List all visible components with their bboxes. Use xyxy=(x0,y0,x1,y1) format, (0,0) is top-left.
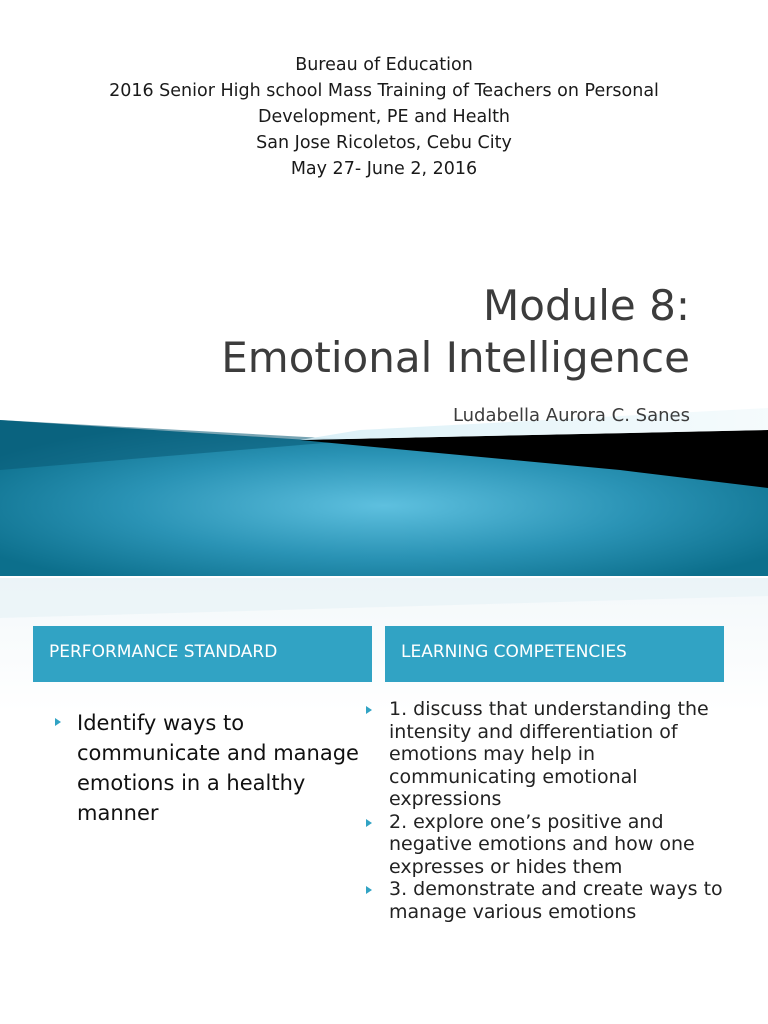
list-item xyxy=(366,698,726,811)
triangle-bullet-icon xyxy=(55,718,61,726)
list-item xyxy=(366,811,726,879)
triangle-bullet-icon xyxy=(366,819,372,827)
list-item xyxy=(366,878,726,923)
event-header xyxy=(0,52,768,182)
competency-text-3: 3. demonstrate and create ways to manage various emotions xyxy=(389,878,723,923)
header-line-dates: May 27- June 2, 2016 xyxy=(290,159,478,179)
triangle-bullet-icon xyxy=(366,706,372,714)
header-line-training-cont: Development, PE and Health xyxy=(257,107,511,127)
header-line-venue: San Jose Ricoletos, Cebu City xyxy=(256,133,512,153)
triangle-bullet-icon xyxy=(366,886,372,894)
title-line-module: Module 8: xyxy=(483,281,690,330)
performance-standard-bullet xyxy=(55,708,365,828)
performance-standard-header: PERFORMANCE STANDARD xyxy=(33,626,372,682)
competency-text-1: 1. discuss that understanding the intensity and differentiation of emotions may help in communicating emotional expressions xyxy=(389,698,709,810)
content-slide xyxy=(0,578,768,1024)
learning-competencies-list xyxy=(366,698,726,923)
pale-swoosh-shape xyxy=(0,578,768,618)
slide-title xyxy=(221,280,690,384)
performance-standard-text: Identify ways to communicate and manage emotions in a healthy manner xyxy=(77,711,359,825)
competency-text-2: 2. explore one’s positive and negative emotions and how one expresses or hides them xyxy=(389,810,695,878)
title-line-topic: Emotional Intelligence xyxy=(221,333,690,382)
header-line-organization: Bureau of Education xyxy=(295,55,473,75)
author-name: Ludabella Aurora C. Sanes xyxy=(452,405,690,426)
learning-competencies-header: LEARNING COMPETENCIES xyxy=(385,626,724,682)
header-line-training: 2016 Senior High school Mass Training of Teachers on Personal xyxy=(109,81,659,101)
